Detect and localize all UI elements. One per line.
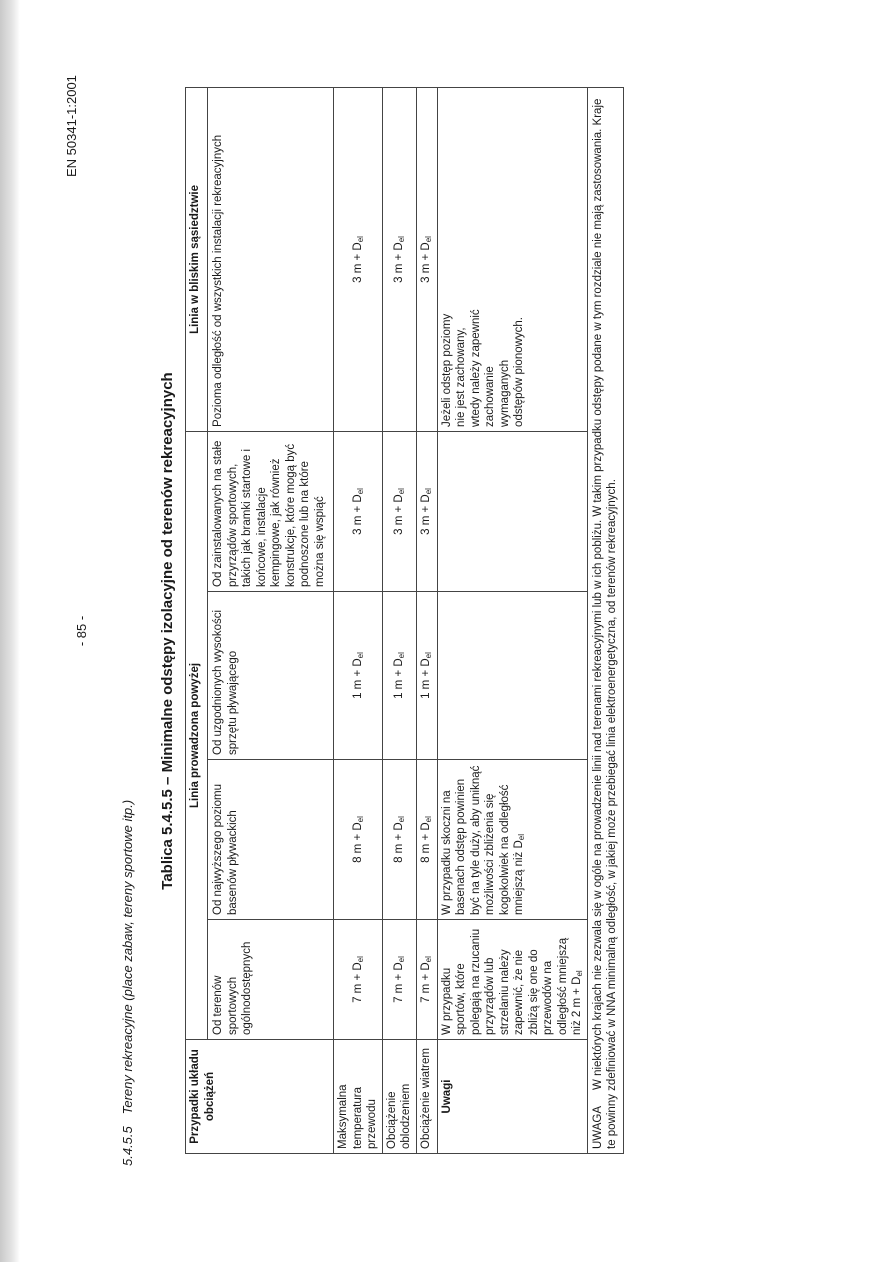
table-subheader-row (208, 87, 334, 1153)
table-cell: 3 $m + D_{el}$ (416, 431, 437, 591)
table-cell: 7 $m + D_{el}$ (416, 920, 437, 1040)
subheader-horizontal-distance: Pozioma odległość od wszystkich instalacji rekreacyjnych (208, 87, 334, 431)
subheader-swimming-pools: Od najwyższego poziomu basenów pływackich (208, 760, 334, 920)
table-cell: 1 $m + D_{el}$ (334, 592, 383, 760)
note-text: W niektórych krajach nie zezwala się w ogóle na prowadzenie linii nad terenami rekreacyjnymi lub w ich pobliżu. W takim przypadku odstępy podane w tym rozdziale nie mają zastosowania. Kraje te powinny zdefiniować w NNA minimalną odległość, w jakiej może przebiegać linia elektroenergetyczna, od terenów rekreacyjnych. (591, 98, 618, 1149)
table-cell: 1 $m + D_{el}$ (382, 592, 416, 760)
table-row (416, 87, 437, 1153)
table-cell: 3 $m + D_{el}$ (334, 87, 383, 431)
table-caption: Tablica 5.4.5.5 – Minimalne odstępy izolacyjne od terenów rekreacyjnych (159, 372, 176, 890)
header-load-cases: Przypadki układu obciążeń (186, 1040, 334, 1154)
table-cell: 8 $m + D_{el}$ (416, 760, 437, 920)
table-cell: 3 $m + D_{el}$ (382, 87, 416, 431)
header-overhead-group: Linia prowadzona powyżej (186, 431, 208, 1039)
page-number: - 85 - (74, 615, 89, 647)
table-cell: 3 $m + D_{el}$ (334, 431, 383, 591)
row-label: Maksymalna temperatura przewodu (334, 1040, 383, 1154)
remarks-label: Uwagi (437, 1040, 587, 1154)
note-label: UWAGA (591, 1105, 604, 1149)
clearance-table (185, 87, 624, 1154)
remark-empty (437, 431, 587, 591)
table-cell: 8 $m + D_{el}$ (382, 760, 416, 920)
table-note (587, 87, 623, 1153)
table-cell: 7 $m + D_{el}$ (334, 920, 383, 1040)
table-cell: 7 $m + D_{el}$ (382, 920, 416, 1040)
subheader-fixed-equipment: Od zainstalowanych na stałe przyrządów sportowych, takich jak bramki startowe i końcowe, instalacje kempingowe, jak również konstrukcje, które mogą być podnoszone lub na które można się wspiąć (208, 431, 334, 591)
remark-proximity: Jeżeli odstęp poziomy nie jest zachowany, wtedy należy zapewnić zachowanie wymaganych odstępów pionowych. (437, 87, 587, 431)
note-row (587, 87, 623, 1153)
subheader-floating-equipment: Od uzgodnionych wysokości sprzętu pływającego (208, 592, 334, 760)
header-proximity-group: Linia w bliskim sąsiedztwie (186, 87, 208, 431)
table-cell: 3 $m + D_{el}$ (416, 87, 437, 431)
remarks-row (437, 87, 587, 1153)
section-title: Tereny rekreacyjne (place zabaw, tereny sportowe itp.) (120, 799, 135, 1115)
table-row (334, 87, 383, 1153)
standard-id: EN 50341-1:2001 (64, 75, 79, 177)
section-heading (120, 800, 135, 1166)
section-number: 5.4.5.5 (120, 1126, 135, 1166)
table-header-row (186, 87, 208, 1153)
table-cell: 3 $m + D_{el}$ (382, 431, 416, 591)
row-label: Obciążenie oblodzeniem (382, 1040, 416, 1154)
remark-empty (437, 592, 587, 760)
row-label: Obciążenie wiatrem (416, 1040, 437, 1154)
subheader-sports-grounds: Od terenów sportowych ogólnodostępnych (208, 920, 334, 1040)
remark-pools: W przypadku skoczni na basenach odstęp powinien być na tyle duży, aby uniknąć możliwości zbliżenia się kogokolwiek na odległość mniejszą niż $D_{el}$ (437, 760, 587, 920)
table-cell: 8 $m + D_{el}$ (334, 760, 383, 920)
table-row (382, 87, 416, 1153)
remark-sports: W przypadku sportów, które polegają na rzucaniu przyrządów lub strzelaniu należy zapewnić, że nie zbliżą się one do przewodów na odległość mniejszą niż 2 $m + D_{el}$ (437, 920, 587, 1040)
table-cell: 1 $m + D_{el}$ (416, 592, 437, 760)
